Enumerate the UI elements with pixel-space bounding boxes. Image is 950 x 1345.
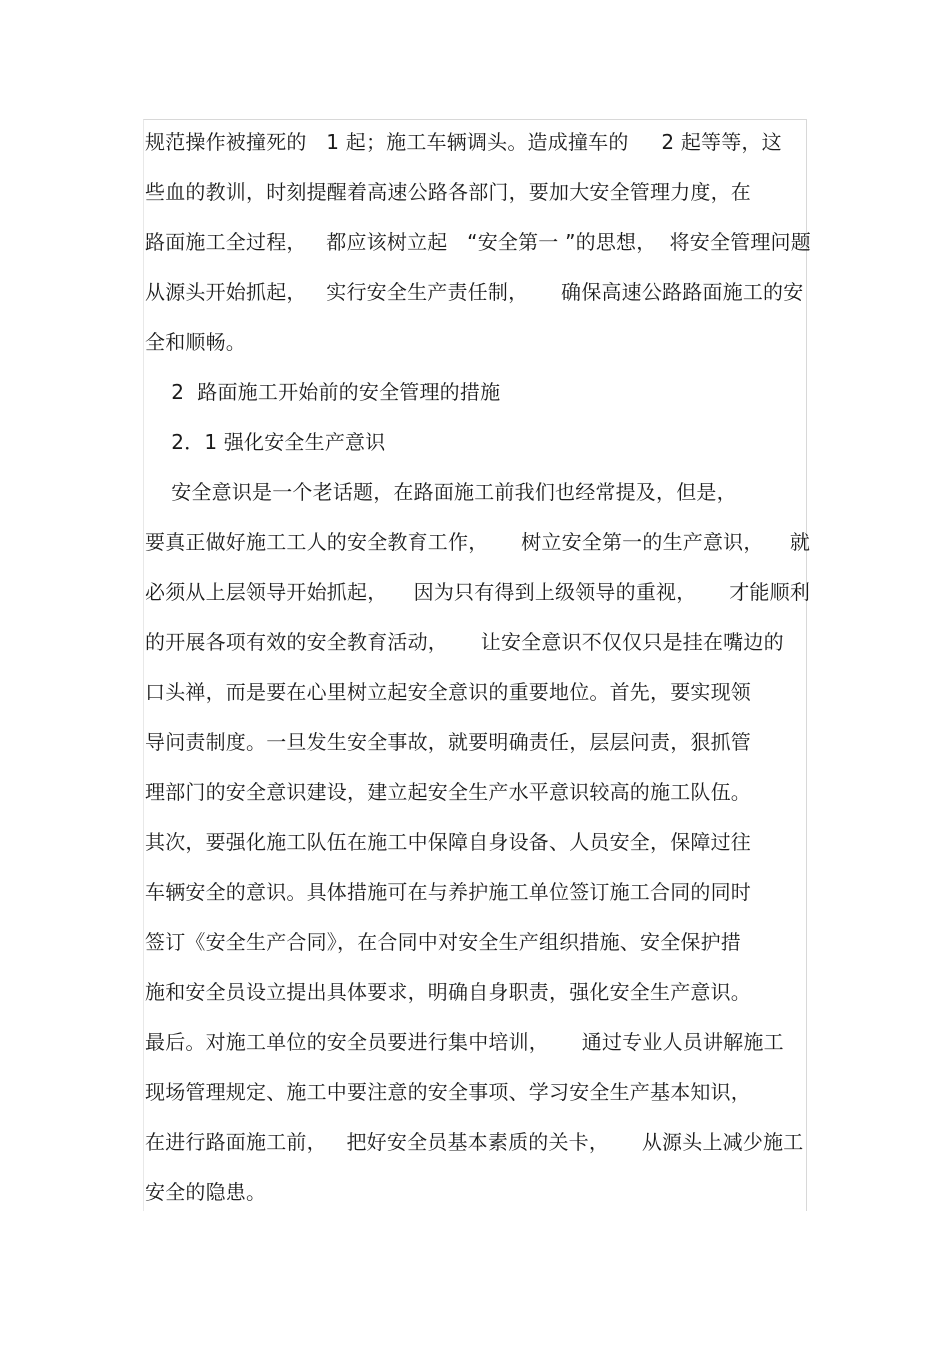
text-line: 全和顺畅。 <box>145 330 246 354</box>
text-line: 必须从上层领导开始抓起， 因为只有得到上级领导的重视， 才能顺利 <box>145 580 811 604</box>
text-line: 从源头开始抓起， 实行安全生产责任制， 确保高速公路路面施工的安 <box>145 280 804 304</box>
text-line: 其次，要强化施工队伍在施工中保障自身设备、人员安全，保障过往 <box>145 830 751 854</box>
text-line: 口头禅，而是要在心里树立起安全意识的重要地位。首先，要实现领 <box>145 680 751 704</box>
text-line: 些血的教训，时刻提醒着高速公路各部门，要加大安全管理力度，在 <box>145 180 751 204</box>
text-line: 导问责制度。一旦发生安全事故，就要明确责任，层层问责，狠抓管 <box>145 730 751 754</box>
text-line: 在进行路面施工前， 把好安全员基本素质的关卡， 从源头上减少施工 <box>145 1130 804 1154</box>
text-line: 签订《安全生产合同》，在合同中对安全生产组织措施、安全保护措 <box>145 930 741 954</box>
text-line: 路面施工全过程， 都应该树立起 “安全第一 ”的思想， 将安全管理问题 <box>145 230 811 254</box>
section-heading: 2 路面施工开始前的安全管理的措施 <box>145 380 501 404</box>
text-line: 的开展各项有效的安全教育活动， 让安全意识不仅仅只是挂在嘴边的 <box>145 630 784 654</box>
text-line: 最后。对施工单位的安全员要进行集中培训， 通过专业人员讲解施工 <box>145 1030 784 1054</box>
text-line: 安全的隐患。 <box>145 1180 267 1204</box>
text-line: 现场管理规定、施工中要注意的安全事项、学习安全生产基本知识， <box>145 1080 751 1104</box>
text-line: 车辆安全的意识。具体措施可在与养护施工单位签订施工合同的同时 <box>145 880 751 904</box>
text-line: 施和安全员设立提出具体要求，明确自身职责，强化安全生产意识。 <box>145 980 751 1004</box>
text-line: 规范操作被撞死的 1 起；施工车辆调头。造成撞车的 2 起等等，这 <box>145 130 782 154</box>
text-line: 安全意识是一个老话题，在路面施工前我们也经常提及，但是， <box>145 480 737 504</box>
text-line: 要真正做好施工工人的安全教育工作， 树立安全第一的生产意识， 就 <box>145 530 811 554</box>
subsection-heading: 2．1 强化安全生产意识 <box>145 430 386 454</box>
text-line: 理部门的安全意识建设，建立起安全生产水平意识较高的施工队伍。 <box>145 780 751 804</box>
